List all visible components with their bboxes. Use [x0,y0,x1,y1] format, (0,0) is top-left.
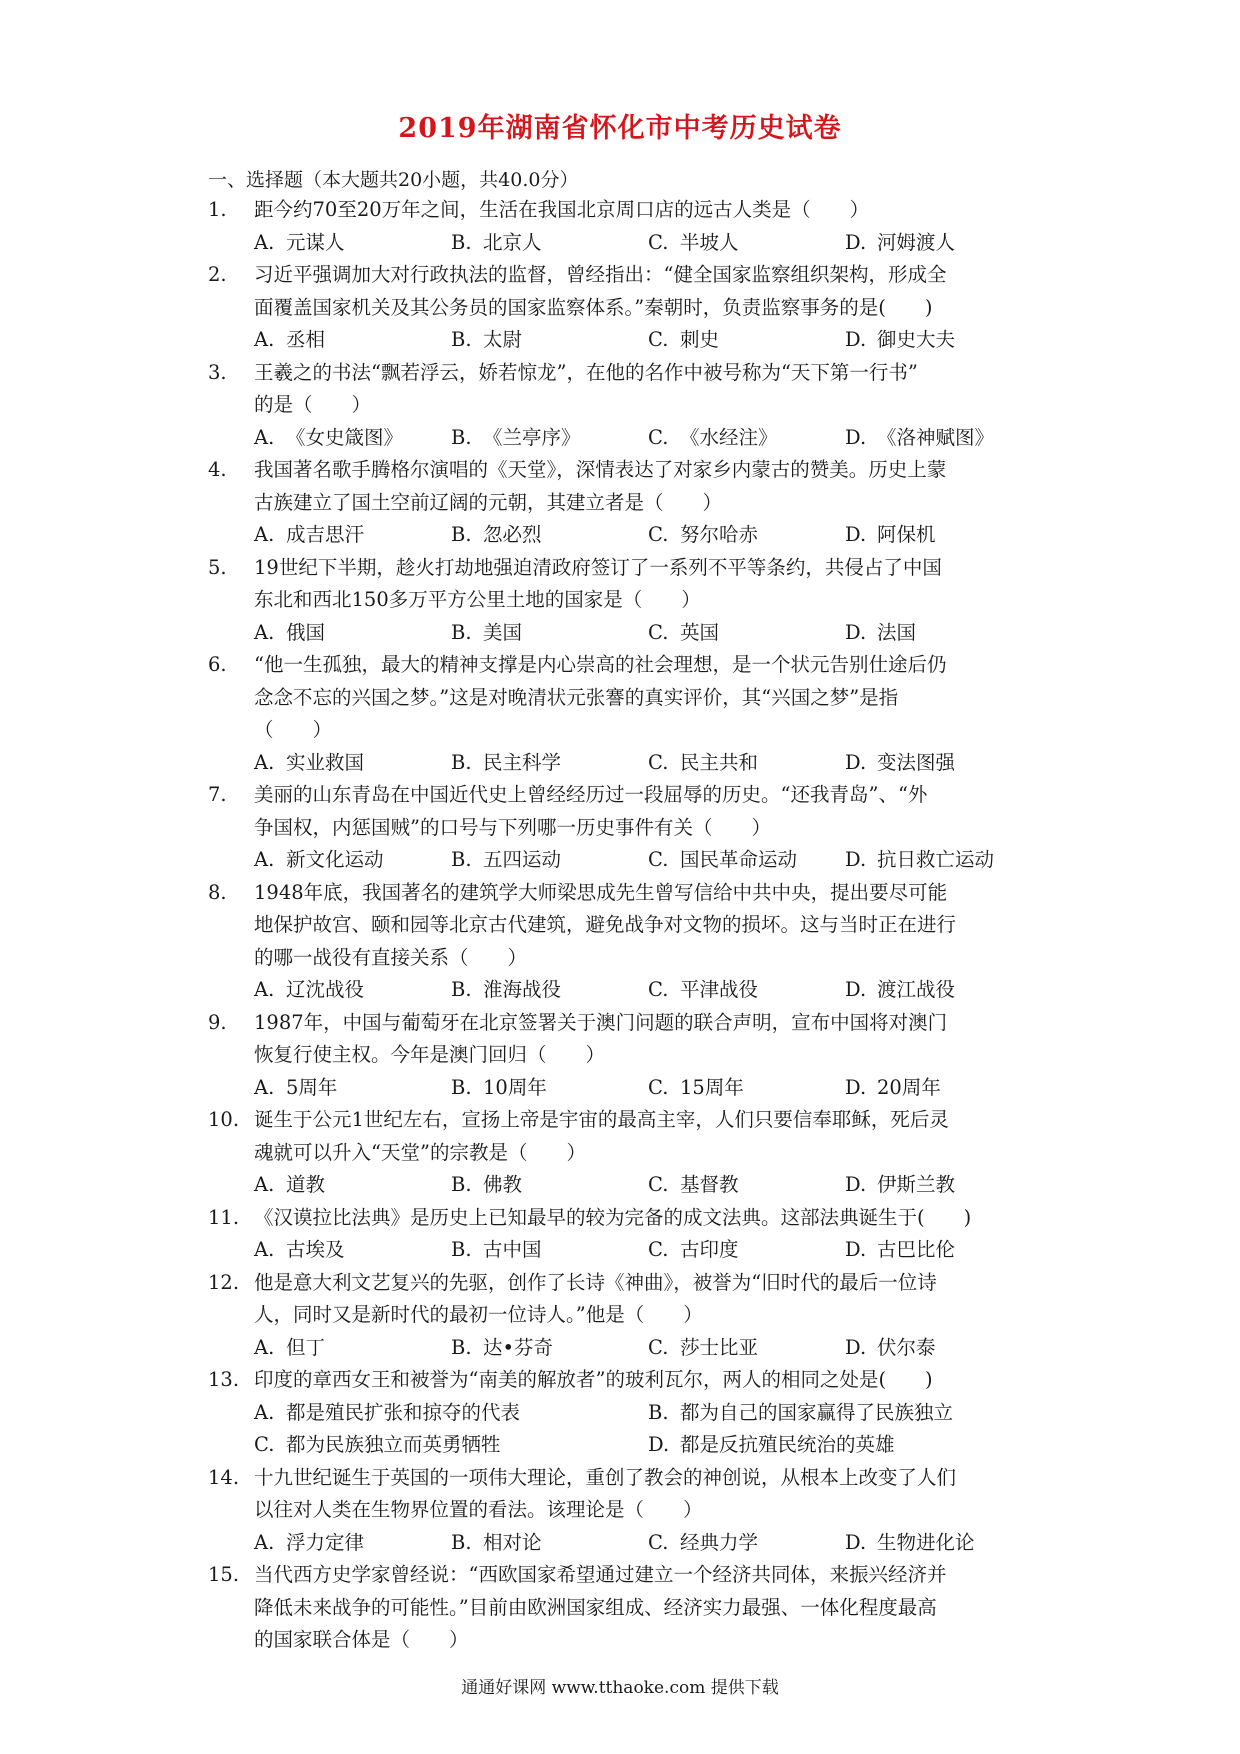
question-stem [208,1104,1053,1169]
option-text: 古中国 [483,1238,542,1261]
option-letter: D. [845,1530,867,1554]
answer-option [845,422,1042,455]
question-stem [208,1202,1053,1235]
answer-option [648,324,845,357]
question-stem [208,1364,1053,1397]
option-text: 生物进化论 [877,1530,975,1554]
option-text: 《洛神赋图》 [877,425,995,449]
option-letter: C. [648,425,669,449]
option-letter: D. [845,620,867,644]
answer-option [648,1234,845,1267]
option-text: 都是殖民扩张和掠夺的代表 [286,1400,521,1424]
option-list [208,1072,1053,1105]
question-text-line: 《汉谟拉比法典》是历史上已知最早的较为完备的成文法典。这部法典诞生于( ) [254,1205,972,1229]
answer-option [648,1527,845,1560]
question-number: 1. [208,198,227,221]
question-text-line: 1948年底，我国著名的建筑学大师梁思成先生曾写信给中共中央，提出要尽可能 [254,880,948,904]
option-letter: D. [845,230,867,254]
option-letter: B. [648,1400,669,1424]
answer-option [254,1429,648,1462]
question-item [208,357,1053,455]
answer-option [451,324,648,357]
option-letter: B. [451,1173,472,1196]
option-letter: D. [845,523,867,546]
question-number: 15. [208,1563,240,1586]
option-text: 变法图强 [877,750,956,774]
answer-option [648,974,845,1007]
question-item [208,877,1053,1007]
option-text: 国民革命运动 [680,848,798,871]
option-text: 美国 [483,620,523,644]
question-stem [208,1007,1053,1072]
answer-option [254,974,451,1007]
option-letter: D. [845,328,867,351]
option-list [208,227,1053,260]
question-number: 7. [208,783,227,806]
option-letter: B. [451,848,472,871]
option-list [208,617,1053,650]
question-item [208,552,1053,650]
question-text-line: 十九世纪诞生于英国的一项伟大理论，重创了教会的神创说，从根本上改变了人们 [254,1465,957,1489]
option-list [208,519,1053,552]
answer-option [451,1332,648,1365]
option-letter: A. [254,978,275,1001]
answer-option [648,844,845,877]
option-letter: D. [648,1433,670,1456]
answer-option [845,1527,1042,1560]
question-text-line: （ ） [254,718,333,741]
option-text: 20周年 [877,1075,941,1099]
option-text: 古巴比伦 [877,1238,956,1261]
option-text: 太尉 [483,328,523,351]
option-text: 相对论 [483,1530,542,1554]
option-letter: B. [451,523,472,546]
option-list [208,1527,1053,1560]
option-text: 莎士比亚 [680,1335,759,1359]
option-letter: C. [648,620,669,644]
option-letter: A. [254,328,275,351]
answer-option [845,974,1042,1007]
question-text-line: 的哪一战役有直接关系（ ） [254,945,528,969]
option-letter: A. [254,523,275,546]
answer-option [845,1234,1042,1267]
option-text: 佛教 [483,1173,523,1196]
answer-option [254,1332,451,1365]
option-letter: A. [254,1335,275,1359]
option-letter: D. [845,1173,867,1196]
question-stem [208,779,1053,844]
question-item [208,1267,1053,1365]
option-letter: C. [648,328,669,351]
answer-option [648,1332,845,1365]
option-letter: B. [451,620,472,644]
option-list [208,844,1053,877]
option-text: 15周年 [680,1075,744,1099]
answer-option [254,519,451,552]
question-text-line: 魂就可以升入“天堂”的宗教是（ ） [254,1140,586,1164]
option-text: 基督教 [680,1173,739,1196]
question-number: 6. [208,653,227,676]
option-text: 淮海战役 [483,978,562,1001]
question-text-line: 的国家联合体是（ ） [254,1628,469,1651]
answer-option [648,1169,845,1202]
option-letter: A. [254,1530,275,1554]
question-stem [208,649,1053,747]
answer-option [451,227,648,260]
question-stem [208,1267,1053,1332]
question-number: 2. [208,263,227,286]
option-letter: B. [451,230,472,254]
option-text: 御史大夫 [877,328,956,351]
question-item [208,1202,1053,1267]
option-letter: B. [451,1530,472,1554]
question-item [208,1462,1053,1560]
answer-option [451,747,648,780]
option-text: 5周年 [286,1075,338,1099]
option-text: 道教 [286,1173,326,1196]
question-text-line: 面覆盖国家机关及其公务员的国家监察体系。”秦朝时，负责监察事务的是( ) [254,295,933,319]
option-letter: B. [451,1075,472,1099]
answer-option [254,1072,451,1105]
option-list [208,1234,1053,1267]
option-letter: C. [648,1530,669,1554]
option-text: 《兰亭序》 [483,425,581,449]
answer-option [254,1169,451,1202]
question-item [208,1559,1053,1657]
option-text: 努尔哈赤 [680,523,759,546]
option-text: 丞相 [286,328,326,351]
question-number: 13. [208,1368,240,1391]
answer-option [648,1072,845,1105]
option-text: 元谋人 [286,230,345,254]
answer-option [451,617,648,650]
option-letter: A. [254,1238,275,1261]
option-letter: D. [845,1335,867,1359]
option-letter: C. [648,1173,669,1196]
option-letter: A. [254,1400,275,1424]
answer-option [845,844,1042,877]
option-text: 阿保机 [877,523,936,546]
question-stem [208,259,1053,324]
option-letter: C. [648,750,669,774]
question-text-line: 念念不忘的兴国之梦。”这是对晚清状元张謇的真实评价，其“兴国之梦”是指 [254,685,899,709]
answer-option [845,519,1042,552]
question-stem [208,552,1053,617]
question-text-line: 当代西方史学家曾经说：“西欧国家希望通过建立一个经济共同体，来振兴经济并 [254,1563,947,1586]
answer-option [254,844,451,877]
question-text-line: 恢复行使主权。今年是澳门回归（ ） [254,1043,606,1066]
option-text: 成吉思汗 [286,523,365,546]
answer-option [845,1072,1042,1105]
option-text: 北京人 [483,230,542,254]
exam-title: 2019年湖南省怀化市中考历史试卷 [398,113,842,144]
option-letter: C. [254,1433,275,1456]
question-item [208,194,1053,259]
option-list [208,1397,1053,1462]
option-list [208,422,1053,455]
question-text-line: 王羲之的书法“飘若浮云，娇若惊龙”，在他的名作中被号称为“天下第一行书” [254,360,918,384]
question-text-line: 诞生于公元1世纪左右，宣扬上帝是宇宙的最高主宰，人们只要信奉耶稣，死后灵 [254,1108,949,1131]
option-letter: D. [845,1075,867,1099]
option-text: 辽沈战役 [286,978,365,1001]
question-number: 8. [208,880,227,904]
answer-option [254,617,451,650]
answer-option [451,1169,648,1202]
section-heading: 一、选择题（本大题共20小题，共40.0分） [208,169,579,191]
question-number: 11. [208,1205,240,1229]
answer-option [451,1527,648,1560]
option-text: 法国 [877,620,917,644]
question-text-line: 古族建立了国土空前辽阔的元朝，其建立者是（ ） [254,490,723,514]
question-number: 9. [208,1010,227,1034]
option-text: 半坡人 [680,230,739,254]
question-number: 3. [208,360,227,384]
answer-option [845,1169,1042,1202]
answer-option [845,227,1042,260]
answer-option [254,1234,451,1267]
option-letter: C. [648,523,669,546]
answer-option [254,1527,451,1560]
option-letter: A. [254,425,275,449]
question-text-line: 习近平强调加大对行政执法的监督，曾经指出：“健全国家监察组织架构，形成全 [254,263,947,286]
question-number: 10. [208,1108,240,1131]
question-item [208,649,1053,779]
option-text: 《女史箴图》 [286,425,404,449]
question-number: 5. [208,555,227,579]
option-letter: B. [451,1238,472,1261]
option-text: 都为自己的国家赢得了民族独立 [680,1400,954,1424]
answer-option [845,617,1042,650]
option-letter: C. [648,848,669,871]
option-text: 俄国 [286,620,326,644]
question-item [208,779,1053,877]
option-list [208,1169,1053,1202]
option-text: 伏尔泰 [877,1335,936,1359]
option-text: 河姆渡人 [877,230,956,254]
answer-option [451,844,648,877]
option-text: 民主科学 [483,750,562,774]
question-stem [208,194,1053,227]
answer-option [845,1332,1042,1365]
answer-option [648,519,845,552]
question-stem [208,1462,1053,1527]
option-text: 民主共和 [680,750,759,774]
option-text: 但丁 [286,1335,326,1359]
answer-option [845,747,1042,780]
option-text: 都为民族独立而英勇牺牲 [286,1433,501,1456]
option-text: 10周年 [483,1075,547,1099]
answer-option [845,324,1042,357]
option-text: 《水经注》 [680,425,778,449]
option-letter: A. [254,230,275,254]
option-letter: D. [845,750,867,774]
option-list [208,324,1053,357]
question-text-line: 19世纪下半期，趁火打劫地强迫清政府签订了一系列不平等条约，共侵占了中国 [254,555,942,579]
page-footer: 通通好课网 www.tthaoke.com 提供下载 [461,1678,779,1698]
question-text-line: 他是意大利文艺复兴的先驱，创作了长诗《神曲》，被誉为“旧时代的最后一位诗 [254,1270,937,1294]
answer-option [254,1397,648,1430]
question-text-line: 降低未来战争的可能性。”目前由欧洲国家组成、经济实力最强、一体化程度最高 [254,1595,937,1619]
option-list [208,1332,1053,1365]
answer-option [254,324,451,357]
question-stem [208,454,1053,519]
option-text: 忽必烈 [483,523,542,546]
question-item [208,259,1053,357]
option-letter: A. [254,1173,275,1196]
question-text-line: 1987年，中国与葡萄牙在北京签署关于澳门问题的联合声明，宣布中国将对澳门 [254,1010,948,1034]
answer-option [451,519,648,552]
option-letter: A. [254,848,275,871]
question-text-line: “他一生孤独，最大的精神支撑是内心崇高的社会理想，是一个状元告别仕途后仍 [254,653,947,676]
option-letter: A. [254,750,275,774]
option-letter: B. [451,750,472,774]
answer-option [648,747,845,780]
question-number: 12. [208,1270,240,1294]
question-stem [208,357,1053,422]
option-letter: C. [648,1075,669,1099]
option-letter: B. [451,978,472,1001]
answer-option [451,1072,648,1105]
question-text-line: 美丽的山东青岛在中国近代史上曾经经历过一段屈辱的历史。“还我青岛”、“外 [254,783,928,806]
option-text: 古埃及 [286,1238,345,1261]
question-text-line: 距今约70至20万年之间，生活在我国北京周口店的远古人类是（ ） [254,198,870,221]
option-letter: D. [845,848,867,871]
option-text: 五四运动 [483,848,562,871]
option-text: 经典力学 [680,1530,759,1554]
option-text: 抗日救亡运动 [877,848,995,871]
question-item [208,454,1053,552]
question-text-line: 印度的章西女王和被誉为“南美的解放者”的玻利瓦尔，两人的相同之处是( ) [254,1368,933,1391]
option-list [208,974,1053,1007]
question-item [208,1104,1053,1202]
question-list [208,194,1053,1657]
question-text-line: 东北和西北150多万平方公里土地的国家是（ ） [254,588,701,611]
option-letter: B. [451,425,472,449]
question-text-line: 地保护故宫、颐和园等北京古代建筑，避免战争对文物的损坏。这与当时正在进行 [254,913,957,936]
question-text-line: 我国著名歌手腾格尔演唱的《天堂》，深情表达了对家乡内蒙古的赞美。历史上蒙 [254,458,947,481]
option-list [208,747,1053,780]
answer-option [451,974,648,1007]
question-item [208,1364,1053,1462]
option-letter: A. [254,620,275,644]
answer-option [648,617,845,650]
answer-option [648,1429,1042,1462]
question-text-line: 人，同时又是新时代的最初一位诗人。”他是（ ） [254,1303,703,1326]
answer-option [254,747,451,780]
answer-option [451,422,648,455]
option-letter: C. [648,1335,669,1359]
option-letter: B. [451,1335,472,1359]
option-letter: D. [845,1238,867,1261]
answer-option [254,422,451,455]
option-letter: C. [648,978,669,1001]
option-letter: D. [845,978,867,1001]
option-text: 渡江战役 [877,978,956,1001]
answer-option [451,1234,648,1267]
option-text: 达•芬奇 [483,1335,554,1359]
answer-option [648,1397,1042,1430]
option-letter: A. [254,1075,275,1099]
answer-option [648,227,845,260]
question-number: 4. [208,458,227,481]
question-text-line: 的是（ ） [254,393,372,416]
question-text-line: 以往对人类在生物界位置的看法。该理论是（ ） [254,1498,703,1521]
option-text: 平津战役 [680,978,759,1001]
question-item [208,1007,1053,1105]
option-letter: D. [845,425,867,449]
option-text: 刺史 [680,328,720,351]
question-stem [208,877,1053,975]
answer-option [648,422,845,455]
option-text: 浮力定律 [286,1530,365,1554]
option-letter: C. [648,230,669,254]
option-letter: B. [451,328,472,351]
option-text: 古印度 [680,1238,739,1261]
option-text: 实业救国 [286,750,365,774]
question-number: 14. [208,1465,240,1489]
option-text: 都是反抗殖民统治的英雄 [680,1433,895,1456]
option-text: 英国 [680,620,720,644]
answer-option [254,227,451,260]
option-text: 新文化运动 [286,848,384,871]
question-text-line: 争国权，内惩国贼”的口号与下列哪一历史事件有关（ ） [254,815,771,839]
question-stem [208,1559,1053,1657]
option-letter: C. [648,1238,669,1261]
option-text: 伊斯兰教 [877,1173,956,1196]
